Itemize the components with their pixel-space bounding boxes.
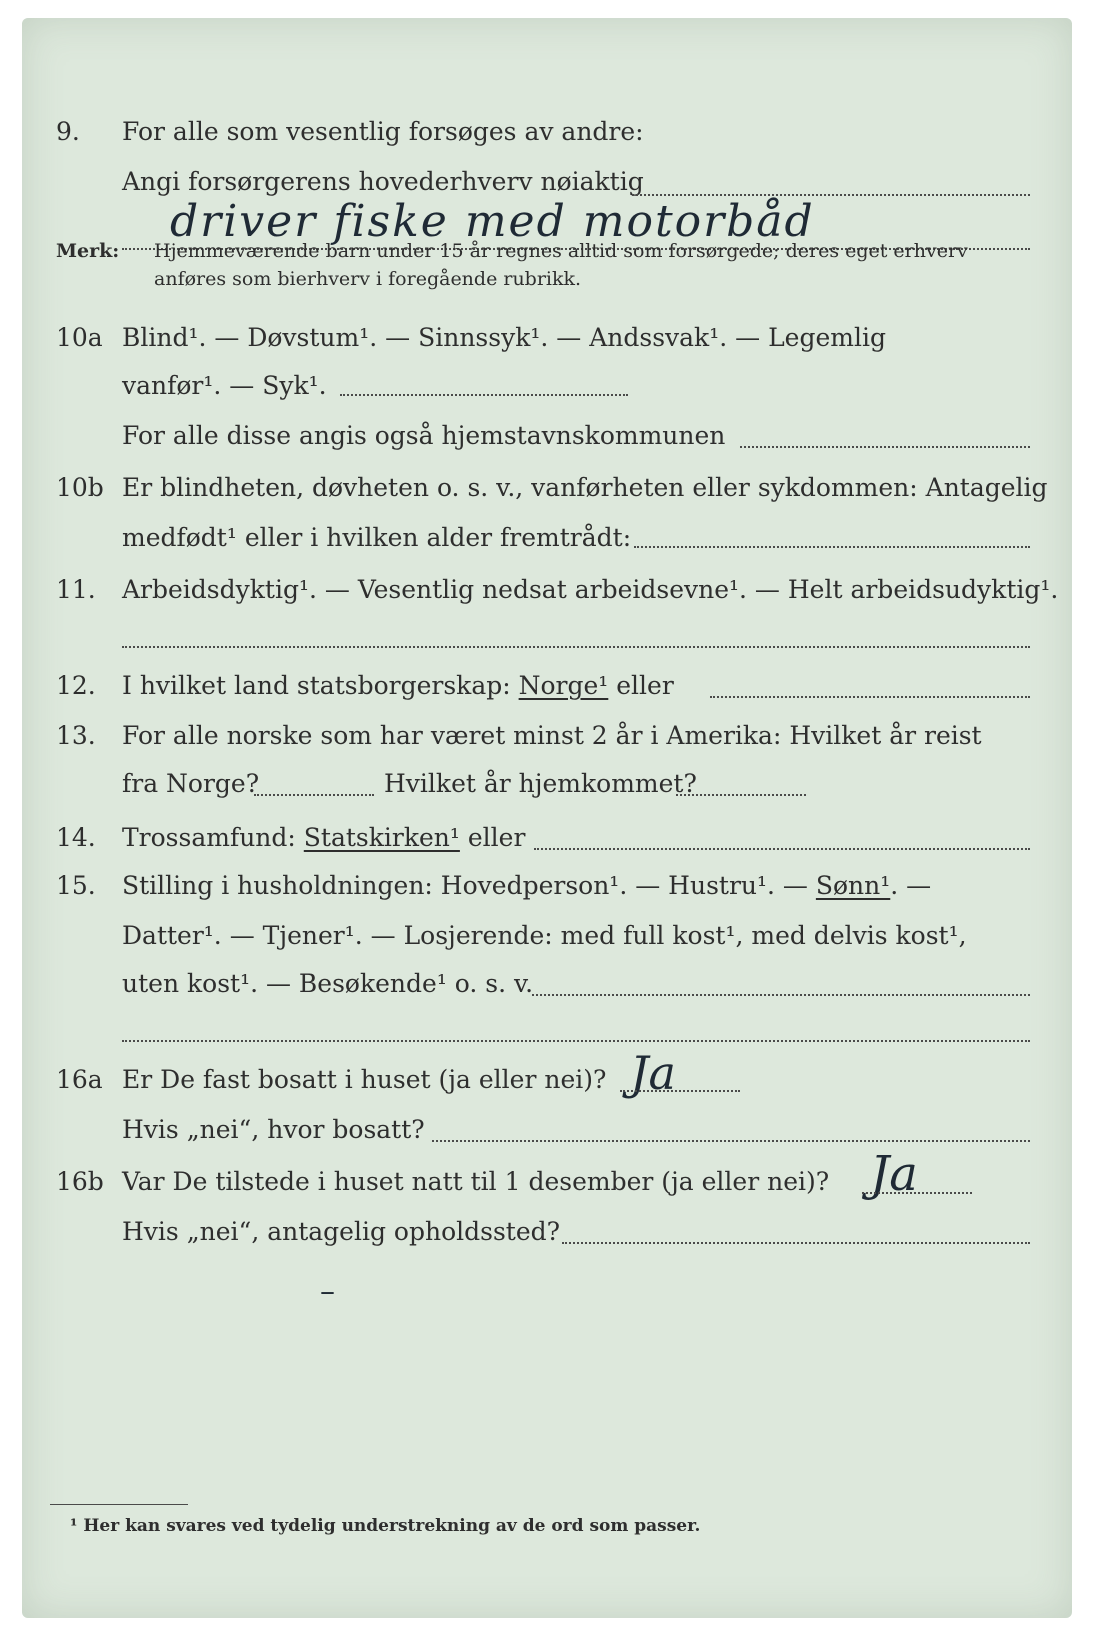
q15-dash: . — <box>890 871 932 900</box>
q15-answer-line-1 <box>532 994 1030 996</box>
q12-question: I hvilket land statsborgerskap: <box>122 671 511 700</box>
q15-options-line3: uten kost¹. — Besøkende¹ o. s. v. <box>122 969 534 998</box>
q10a-syk-line <box>340 394 628 396</box>
q16a-number: 16a <box>56 1065 103 1094</box>
q12-row <box>22 666 1072 706</box>
q16b-row-2 <box>22 1212 1072 1252</box>
q10b-number: 10b <box>56 473 104 502</box>
q12-answer-line <box>710 696 1030 698</box>
q15-row-1 <box>22 866 1072 906</box>
q16a-answer-line <box>620 1090 740 1092</box>
q14-question: Trossamfund: <box>122 823 296 852</box>
q16b-followup: Hvis „nei“, antagelig opholdssted? <box>122 1217 561 1246</box>
q11-answer-line <box>122 646 1030 648</box>
q14-number: 14. <box>56 823 96 852</box>
q16a-handwritten-answer: Ja <box>630 1046 676 1100</box>
q15-question: Stilling i husholdningen: Hovedperson¹. — Hustru¹. — <box>122 871 808 900</box>
q16b-handwritten-answer: Ja <box>870 1146 918 1202</box>
q10a-number: 10a <box>56 323 103 352</box>
q16a-followup-line <box>432 1140 1030 1142</box>
q12-text <box>122 666 674 706</box>
q9-row-1 <box>22 112 1072 152</box>
q12-number: 12. <box>56 671 96 700</box>
q13-hjemkommet-label: Hvilket år hjemkommet? <box>384 769 697 798</box>
q13-question: For alle norske som har været minst 2 år i Amerika: Hvilket år reist <box>122 721 982 750</box>
q10a-hometown-line <box>740 446 1030 448</box>
q11-number: 11. <box>56 575 96 604</box>
q16a-followup: Hvis „nei“, hvor bosatt? <box>122 1115 425 1144</box>
q14-row <box>22 818 1072 858</box>
q13-reist-label: fra Norge? <box>122 769 260 798</box>
q9-question-line2: Angi forsørgerens hovederhverv nøiaktig <box>122 167 644 196</box>
footnote-rule <box>50 1504 188 1505</box>
q10a-options-line2: vanfør¹. — Syk¹. <box>122 371 327 400</box>
q13-row-2 <box>22 764 1072 804</box>
q16b-question: Var De tilstede i huset natt til 1 desember (ja eller nei)? <box>122 1167 830 1196</box>
q10b-question-line2: medfødt¹ eller i hvilken alder fremtrådt: <box>122 523 632 552</box>
q10a-hometown-label: For alle disse angis også hjemstavnskommunen <box>122 421 726 450</box>
q10a-row-1 <box>22 318 1072 358</box>
q14-text <box>122 818 525 858</box>
q13-reist-line <box>254 794 374 796</box>
q16b-number: 16b <box>56 1167 104 1196</box>
q10a-row-3 <box>22 416 1072 456</box>
q13-row-1 <box>22 716 1072 756</box>
q12-eller: eller <box>616 671 674 700</box>
q16a-question: Er De fast bosatt i huset (ja eller nei)? <box>122 1065 607 1094</box>
q9-handwritten-answer: driver fiske med motorbåd <box>170 196 815 247</box>
q13-hjemkommet-line <box>676 794 806 796</box>
q11-options: Arbeidsdyktig¹. — Vesentlig nedsat arbeidsevne¹. — Helt arbeidsudyktig¹. <box>122 575 1059 604</box>
q15-row-2 <box>22 916 1072 956</box>
q14-underlined-statskirken: Statskirken¹ <box>303 823 460 852</box>
q15-underlined-sonn: Sønn¹ <box>815 871 891 900</box>
q15-row-3 <box>22 964 1072 1004</box>
merk-label: Merk: <box>56 240 120 262</box>
merk-text-1: Hjemmeværende barn under 15 år regnes alltid som forsørgede; deres eget erhverv <box>154 240 968 262</box>
stray-pen-mark: – <box>320 1274 335 1309</box>
footnote: ¹ Her kan svares ved tydelig understrekning av de ord som passer. <box>70 1516 701 1536</box>
q16b-followup-line <box>562 1242 1030 1244</box>
q10b-question: Er blindheten, døvheten o. s. v., vanførheten eller sykdommen: Antagelig <box>122 473 1048 502</box>
q16a-row-1 <box>22 1060 1072 1100</box>
q13-number: 13. <box>56 721 96 750</box>
q14-answer-line <box>534 848 1030 850</box>
q15-text-1 <box>122 866 931 906</box>
q11-row <box>22 570 1072 610</box>
q10a-row-2 <box>22 366 1072 406</box>
q10b-answer-line <box>634 546 1030 548</box>
q16b-answer-line <box>862 1192 972 1194</box>
census-form-page <box>22 18 1072 1618</box>
q9-number: 9. <box>56 117 80 146</box>
q14-eller: eller <box>467 823 526 852</box>
q10b-row-2 <box>22 518 1072 558</box>
q15-options-line2: Datter¹. — Tjener¹. — Losjerende: med full kost¹, med delvis kost¹, <box>122 921 967 950</box>
q12-underlined-norge: Norge¹ <box>518 671 609 700</box>
q9-question: For alle som vesentlig forsøges av andre: <box>122 117 644 146</box>
q15-number: 15. <box>56 871 96 900</box>
q10a-options: Blind¹. — Døvstum¹. — Sinnssyk¹. — Andssvak¹. — Legemlig <box>122 323 886 352</box>
q10b-row-1 <box>22 468 1072 508</box>
merk-text-2: anføres som bierhverv i foregående rubrikk. <box>154 268 582 290</box>
q15-answer-line-2 <box>122 1040 1030 1042</box>
q16a-row-2 <box>22 1110 1072 1150</box>
